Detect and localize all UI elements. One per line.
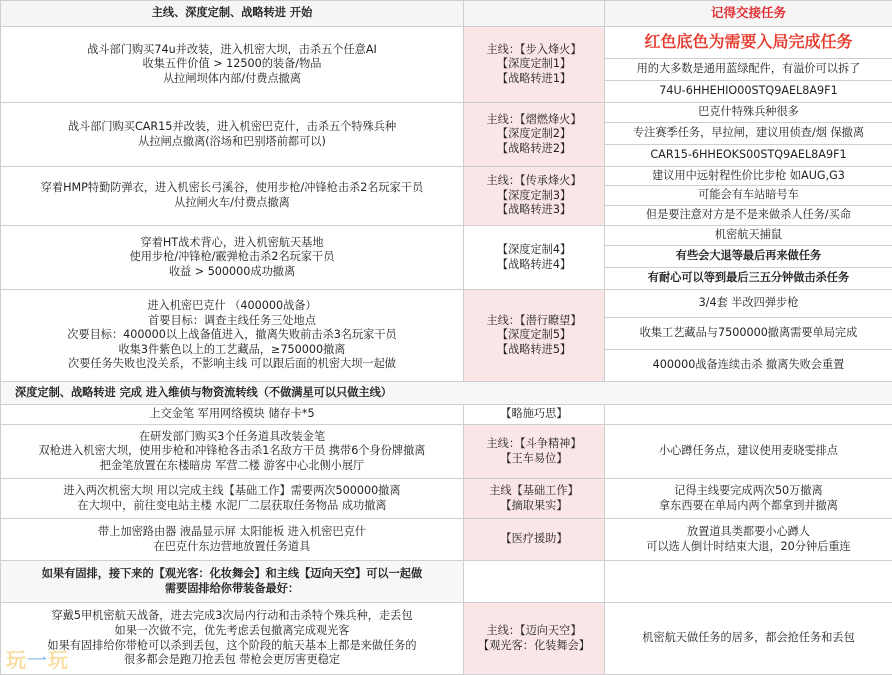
- table-row: [1, 405, 892, 425]
- task-note: 收集工艺藏品与7500000撤离需要单局完成: [605, 318, 892, 350]
- task-note: 有些会大退等最后再来做任务: [605, 246, 892, 268]
- header-left: 主线、深度定制、战略转进 开始: [1, 1, 464, 27]
- task-note: 74U-6HHEHIO00STQ9AEL8A9F1: [605, 81, 892, 103]
- mission-names: 【医疗援助】: [464, 519, 605, 561]
- mission-names: 主线：【步入烽火】 【深度定制1】 【战略转进1】: [464, 27, 605, 103]
- watermark-logo: [6, 644, 69, 673]
- task-description: 穿戴5甲机密航天战备，进去完成3次局内行动和击杀特个殊兵种，走丢包 如果一次做不完，优先考虑丢包撤离完成观光客 如果有固排给你带枪可以杀到丢包，这个阶段的航天基本上都是来做任务的 很多都会是跑刀抢丢包 带枪会更厉害更稳定: [1, 603, 464, 675]
- task-note: 红色底色为需要入局完成任务: [605, 27, 892, 59]
- table-row: [1, 603, 892, 675]
- task-note: 400000战备连续击杀 撤离失败会重置: [605, 350, 892, 382]
- task-note: 用的大多数是通用蓝绿配件，有溢价可以拆了: [605, 59, 892, 81]
- task-note: 机密航天做任务的居多，都会抢任务和丢包: [605, 603, 892, 675]
- mission-names: 主线【基础工作】 【摘取果实】: [464, 479, 605, 519]
- mission-names: 主线：【熠燃烽火】 【深度定制2】 【战略转进2】: [464, 103, 605, 167]
- task-note: 小心蹲任务点，建议使用麦晓雯排点: [605, 425, 892, 479]
- table-row: [1, 167, 892, 186]
- mission-names: 主线：【斗争精神】 【王车易位】: [464, 425, 605, 479]
- header-right: 记得交接任务: [605, 1, 892, 27]
- task-note: 机密航天捕鼠: [605, 226, 892, 246]
- task-description: 进入机密巴克什 （400000战备） 首要目标：调查主线任务三处地点 次要目标：400000以上战备值进入，撤离失败前击杀3名玩家干员 收集3件紫色以上的工艺藏品，≥750000撤离 次要任务失败也没关系，不影响主线 可以跟后面的机密大坝一起做: [1, 290, 464, 382]
- header-middle: [464, 1, 605, 27]
- mission-names: 主线：【潜行瞭望】 【深度定制5】 【战略转进5】: [464, 290, 605, 382]
- watermark-char: 玩: [48, 648, 69, 672]
- task-description: 带上加密路由器 液晶显示屏 太阳能板 进入机密巴克什 在巴克什东边营地放置任务道具: [1, 519, 464, 561]
- task-note: 巴克什特殊兵种很多: [605, 103, 892, 123]
- task-note: 但是要注意对方是不是来做杀人任务/买命: [605, 206, 892, 226]
- task-note: 专注赛季任务，早拉闸，建议用侦查/烟 保撤离: [605, 123, 892, 145]
- task-description: 穿着HMP特勤防弹衣，进入机密长弓溪谷，使用步枪/冲锋枪击杀2名玩家干员 从拉闸火车/付费点撤离: [1, 167, 464, 226]
- table-row: [1, 290, 892, 318]
- task-description: 穿着HT战术背心，进入机密航天基地 使用步枪/冲锋枪/霰弹枪击杀2名玩家干员 收益 > 500000成功撤离: [1, 226, 464, 290]
- task-description: 战斗部门购买CAR15并改装，进入机密巴克什，击杀五个特殊兵种 从拉闸点撤离(浴场和巴别塔前都可以): [1, 103, 464, 167]
- task-note: 建议用中远射程性价比步枪 如AUG,G3: [605, 167, 892, 186]
- task-note: 有耐心可以等到最后三五分钟做击杀任务: [605, 268, 892, 290]
- table-row: [1, 226, 892, 246]
- mission-names: 【深度定制4】 【战略转进4】: [464, 226, 605, 290]
- section-row: [1, 561, 892, 603]
- section-row: [1, 382, 892, 405]
- task-note: CAR15-6HHEOKS00STQ9AEL8A9F1: [605, 145, 892, 167]
- table-row: [1, 103, 892, 123]
- table-row: [1, 479, 892, 519]
- task-note: 记得主线要完成两次50万撤离 拿东西要在单局内两个都拿到并撤离: [605, 479, 892, 519]
- task-note: 放置道具类都要小心蹲人 可以选人倒计时结束大退，20分钟后重连: [605, 519, 892, 561]
- task-note: [605, 405, 892, 425]
- mission-names: 主线：【迈向天空】 【观光客：化装舞会】: [464, 603, 605, 675]
- task-note: 可能会有车站暗号车: [605, 186, 892, 206]
- table-row: [1, 27, 892, 59]
- watermark-char: 玩: [6, 648, 27, 672]
- task-description: 战斗部门购买74u并改装，进入机密大坝，击杀五个任意AI 收集五件价值 > 12500的装备/物品 从拉闸坝体内部/付费点撤离: [1, 27, 464, 103]
- task-note: 3/4套 半改四弹步枪: [605, 290, 892, 318]
- task-description: 在研发部门购买3个任务道具改装金笔 双枪进入机密大坝，使用步枪和冲锋枪各击杀1名敌方干员 携带6个身份牌撤离 把金笔放置在东楼暗房 军营二楼 游客中心北侧小展厅: [1, 425, 464, 479]
- table-row: [1, 425, 892, 479]
- header-row: [1, 1, 892, 27]
- task-description: 上交金笔 军用网络模块 储存卡*5: [1, 405, 464, 425]
- watermark-char: 一: [27, 648, 48, 672]
- section-heading: 如果有固排，接下来的【观光客：化妆舞会】和主线【迈向天空】可以一起做 需要固排给你带装备最好：: [1, 561, 464, 603]
- table-row: [1, 519, 892, 561]
- empty-cell: [605, 561, 892, 603]
- section-heading: 深度定制、战略转进 完成 进入维侦与物资流转线（不做满星可以只做主线）: [1, 382, 892, 405]
- empty-cell: [464, 561, 605, 603]
- mission-names: 【略施巧思】: [464, 405, 605, 425]
- task-description: 进入两次机密大坝 用以完成主线【基础工作】需要两次500000撤离 在大坝中，前往变电站主楼 水泥厂二层获取任务物品 成功撤离: [1, 479, 464, 519]
- mission-names: 主线：【传承烽火】 【深度定制3】 【战略转进3】: [464, 167, 605, 226]
